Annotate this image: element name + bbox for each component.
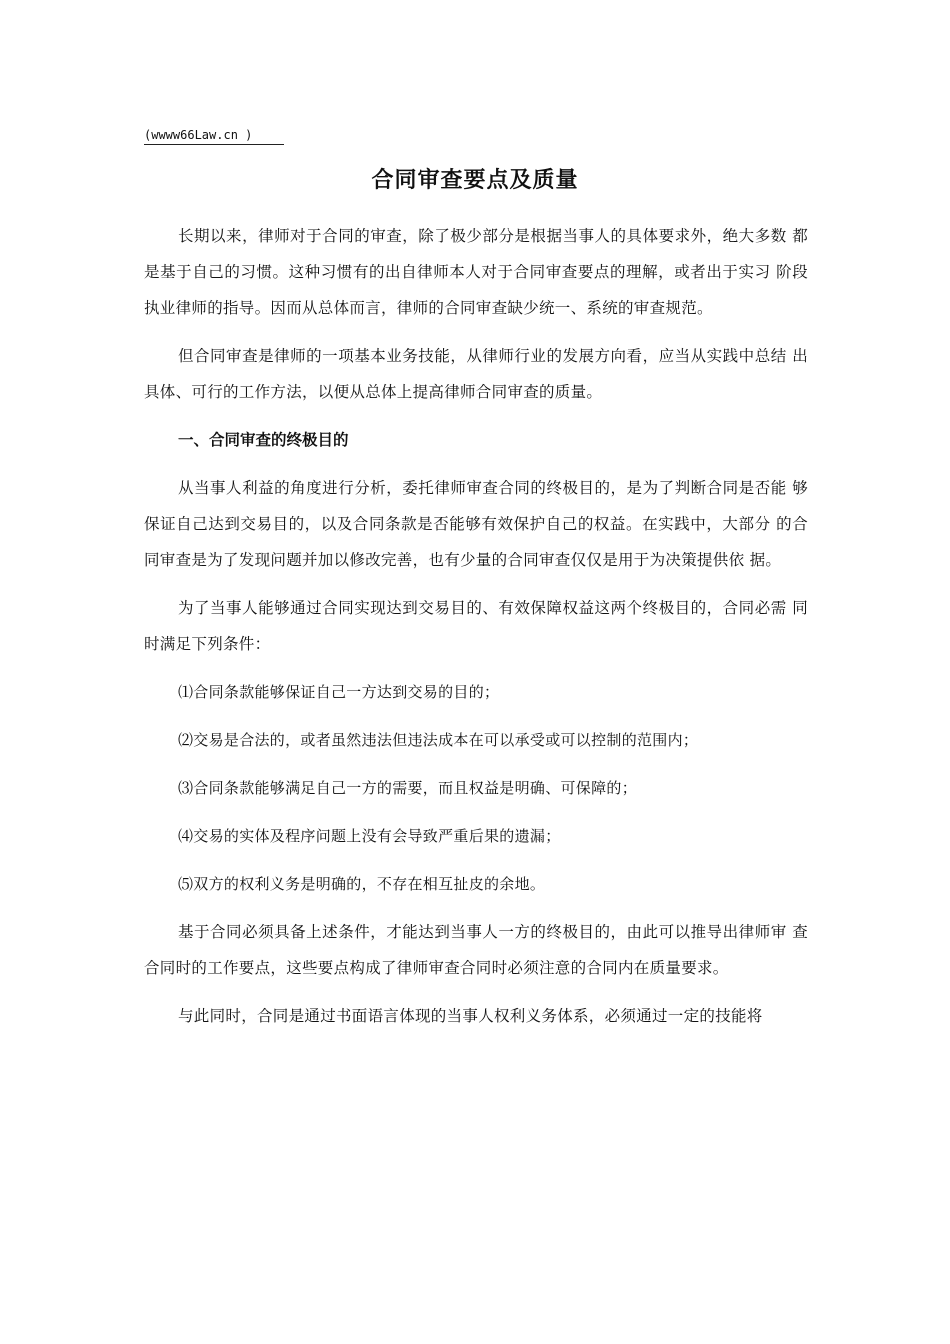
document-title: 合同审查要点及质量: [371, 168, 579, 193]
section1-paragraph-1: 从当事人利益的角度进行分析，委托律师审查合同的终极目的，是为了判断合同是否能 够保证自己达到交易目的，以及合同条款是否能够有效保护自己的权益。在实践中，大部分 的合同审查是为了发现问题并加以修改完善，也有少量的合同审查仅仅是用于为决策提供依 据。: [144, 479, 808, 569]
condition-item-2: ⑵交易是合法的，或者虽然违法但违法成本在可以承受或可以控制的范围内；: [178, 731, 699, 749]
document-body: [144, 218, 808, 1046]
intro-paragraph-2: 但合同审查是律师的一项基本业务技能，从律师行业的发展方向看，应当从实践中总结 出具体、可行的工作方法，以便从总体上提高律师合同审查的质量。: [144, 347, 808, 401]
source-header: (wwww66Law.cn ): [144, 127, 284, 145]
section1-paragraph-2: 为了当事人能够通过合同实现达到交易目的、有效保障权益这两个终极目的，合同必需 同时满足下列条件：: [144, 599, 808, 653]
condition-item-3: ⑶合同条款能够满足自己一方的需要，而且权益是明确、可保障的；: [178, 779, 638, 797]
intro-paragraph-1: 长期以来，律师对于合同的审查，除了极少部分是根据当事人的具体要求外，绝大多数 都是基于自己的习惯。这种习惯有的出自律师本人对于合同审查要点的理解，或者出于实习 阶段执业律师的指导。因而从总体而言，律师的合同审查缺少统一、系统的审查规范。: [144, 227, 808, 317]
condition-item-1: ⑴合同条款能够保证自己一方达到交易的目的；: [178, 683, 500, 701]
section1-closing-paragraph-1: 基于合同必须具备上述条件，才能达到当事人一方的终极目的，由此可以推导出律师审 查合同时的工作要点，这些要点构成了律师审查合同时必须注意的合同内在质量要求。: [144, 923, 808, 977]
condition-item-5: ⑸双方的权利义务是明确的，不存在相互扯皮的余地。: [178, 875, 546, 893]
section1-closing-paragraph-2: 与此同时，合同是通过书面语言体现的当事人权利义务体系，必须通过一定的技能将: [178, 1007, 763, 1025]
condition-item-4: ⑷交易的实体及程序问题上没有会导致严重后果的遗漏；: [178, 827, 561, 845]
section-heading-1: 一、合同审查的终极目的: [178, 431, 349, 449]
